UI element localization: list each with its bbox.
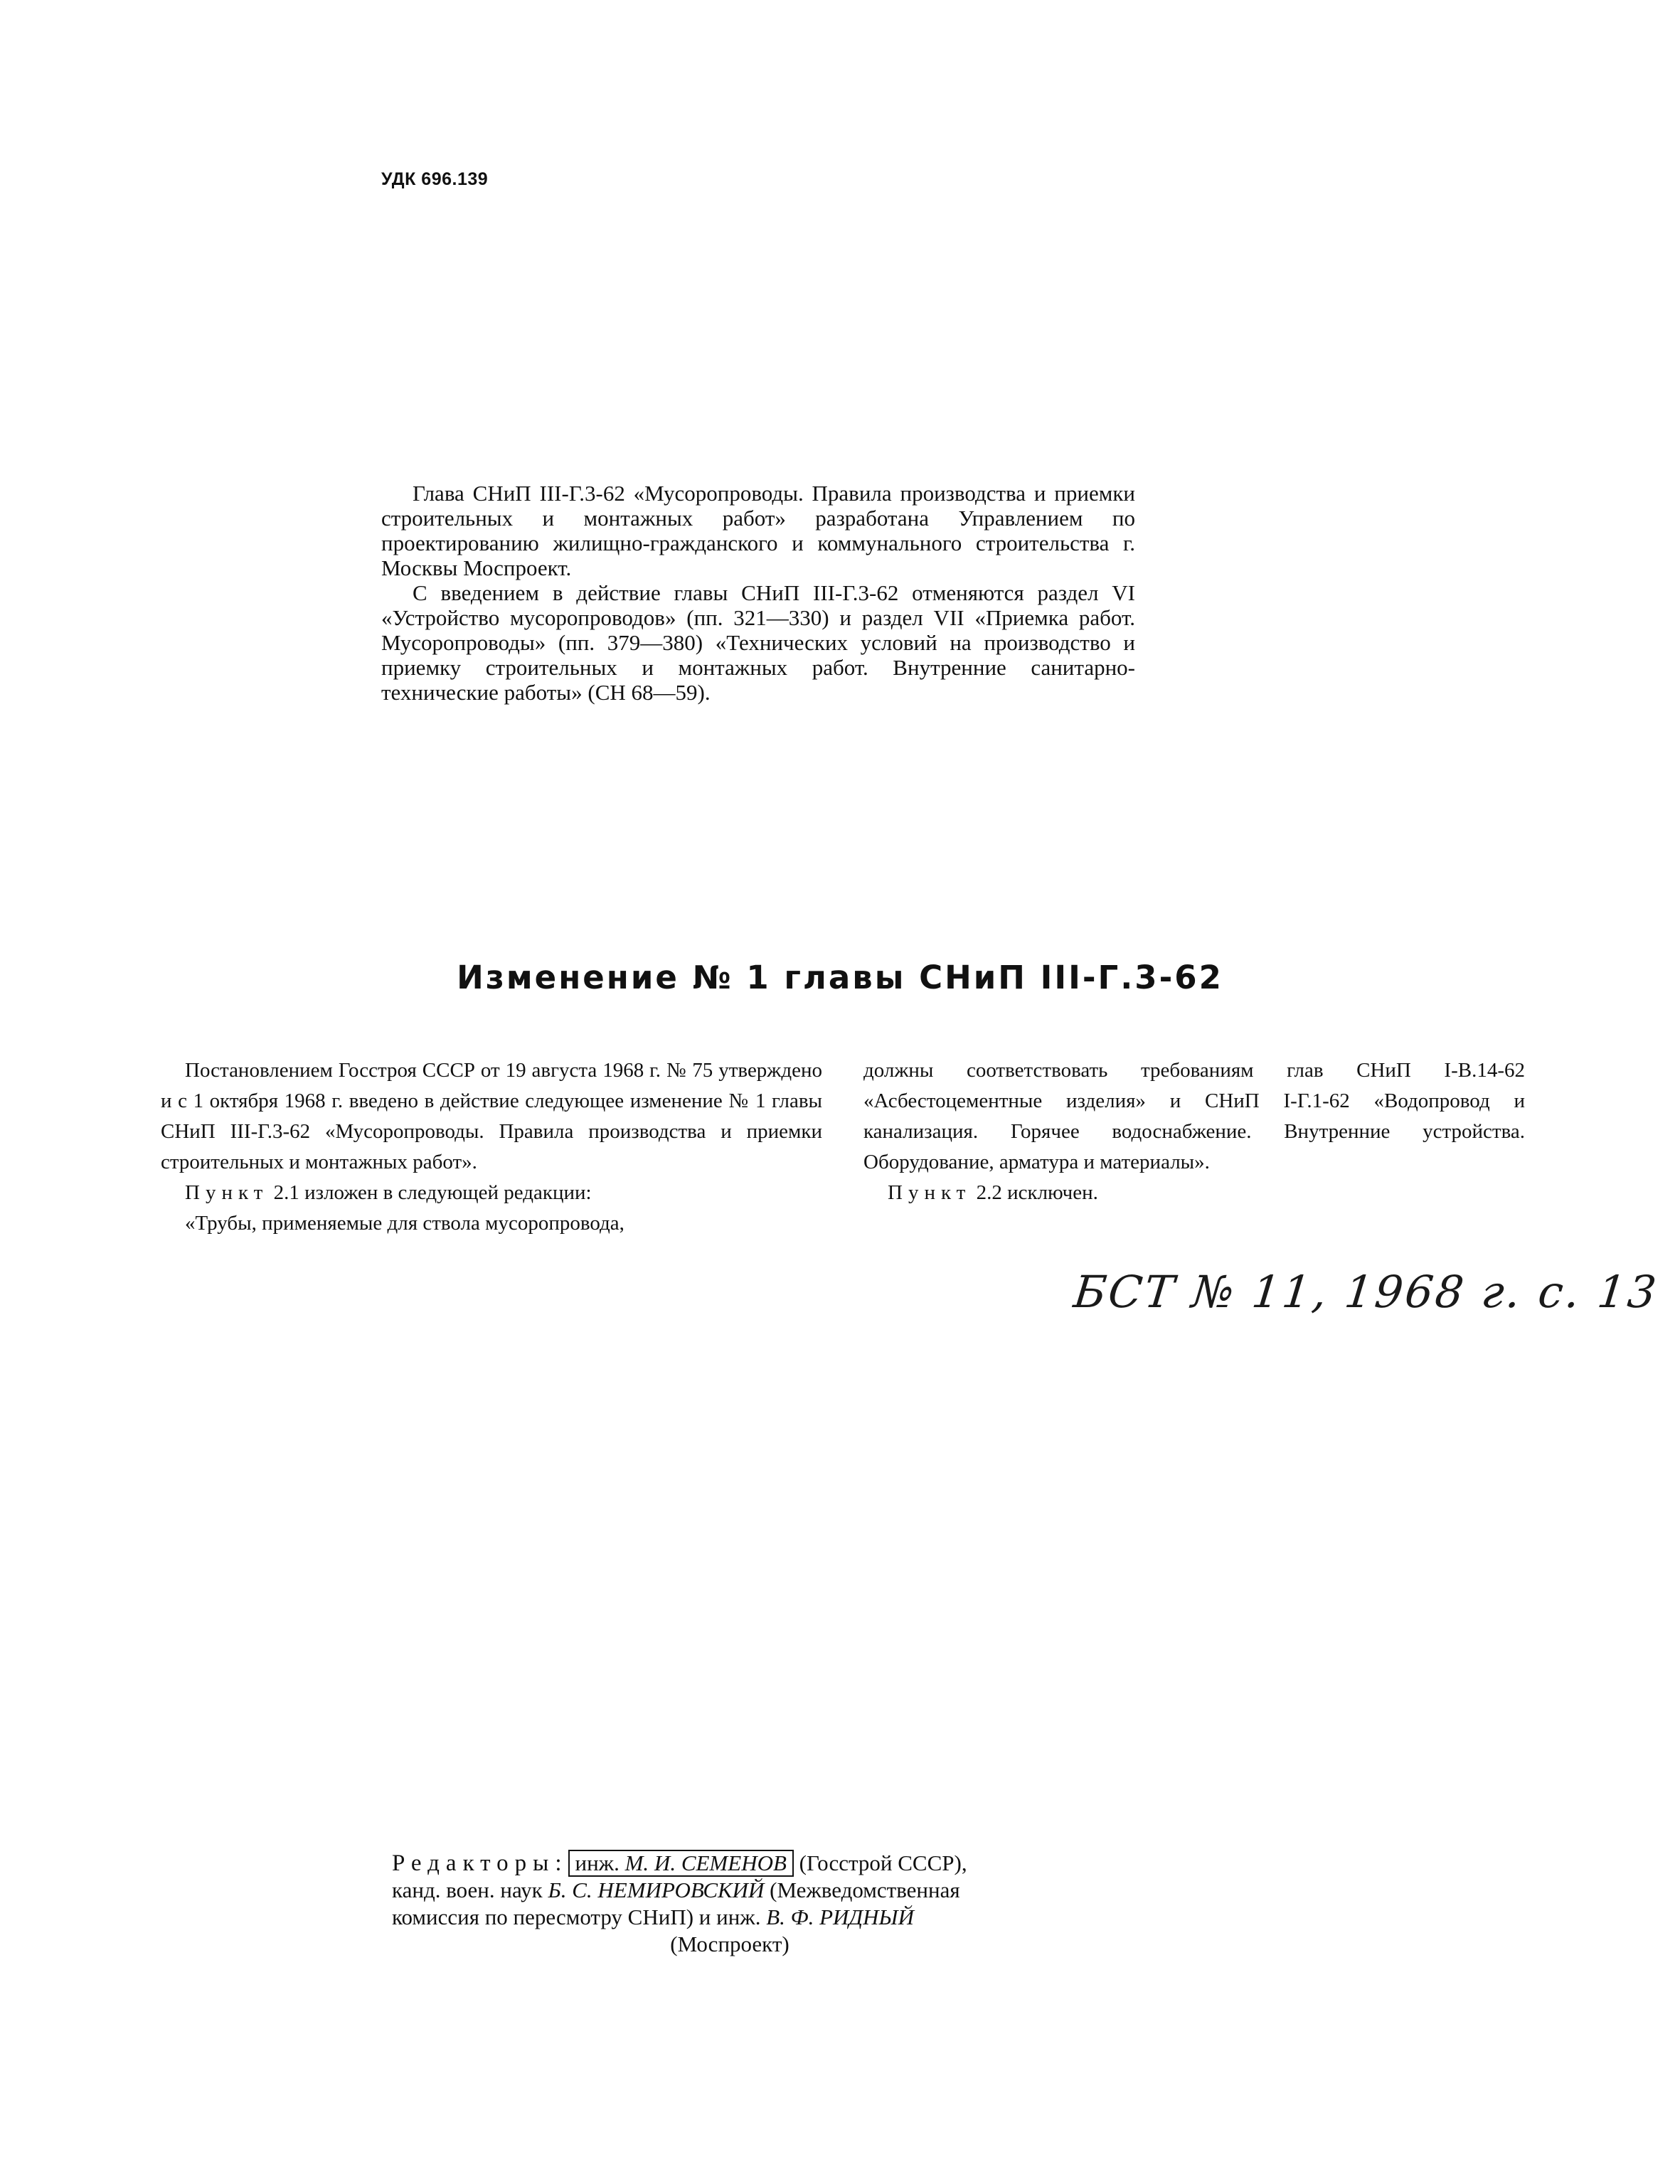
editor-org: (Межведомственная [764,1877,960,1902]
intro-paragraph: Глава СНиП III-Г.3-62 «Мусоропроводы. Правила производства и приемки строительных и монтажных работ» разработана Управлением по проектированию жилищно-гражданского и коммунального строительства г. Москвы Моспроект. [381,481,1135,580]
editor-title: канд. воен. наук [392,1877,548,1902]
point-text: 2.1 изложен в следующей редакции: [268,1181,592,1204]
amendment-title: Изменение № 1 главы СНиП III-Г.3-62 [457,959,1223,996]
editors-line [392,1931,1153,1958]
editors-line [392,1877,1153,1904]
intro-paragraph: С введением в действие главы СНиП III-Г.3-62 отменяются раздел VI «Устройство мусоропроводов» (пп. 321—330) и раздел VII «Приемка работ. Мусоропроводы» (пп. 379—380) «Технических условий на производство и приемку строительных и монтажных работ. Внутренние санитарно-технические работы» (СН 68—59). [381,580,1135,705]
udk-code: УДК 696.139 [381,169,489,189]
editors-block [392,1850,1153,1958]
point-text: 2.2 исключен. [971,1181,1098,1204]
editor-org: (Госстрой СССР), [793,1850,967,1875]
intro-text [381,481,1135,705]
editor-title: инж. [575,1850,620,1875]
editor-org: комиссия по пересмотру СНиП) и инж. [392,1905,767,1929]
point-label: Пункт [185,1181,269,1204]
amendment-paragraph [161,1178,822,1208]
amendment-paragraph: «Трубы, применяемые для ствола мусоропровода, [185,1212,624,1235]
amendment-paragraph: Постановлением Госстроя СССР от 19 августа 1968 г. № 75 утверждено и с 1 октября 1968 г. введено в действие следующее изменение № 1 главы СНиП III-Г.3-62 «Мусоропроводы. Правила производства и приемки строительных и монтажных работ». [161,1059,822,1173]
editor-org: (Моспроект) [670,1932,790,1956]
editors-line [392,1904,1153,1931]
amendment-paragraph: должны соответствовать требованиям глав СНиП I-В.14-62 «Асбестоцементные изделия» и СНиП I-Г.1-62 «Водопровод и канализация. Горячее водоснабжение. Внутренние устройства. Оборудование, арматура и материалы». [863,1059,1525,1173]
amendment-right-column [863,1055,1525,1208]
editor-name: Б. С. НЕМИРОВСКИЙ [548,1877,765,1902]
editors-line [392,1850,1153,1877]
editor-name: В. Ф. РИДНЫЙ [766,1905,914,1929]
point-label: Пункт [888,1181,972,1204]
editors-label: Редакторы: [392,1850,568,1876]
amendment-left-column [161,1055,822,1239]
amendment-paragraph [863,1178,1525,1208]
editor-name: М. И. СЕМЕНОВ [624,1850,787,1875]
editor-boxed-name [568,1850,794,1877]
handwritten-note: БСТ № 11, 1968 г. с. 13 [1071,1266,1661,1318]
